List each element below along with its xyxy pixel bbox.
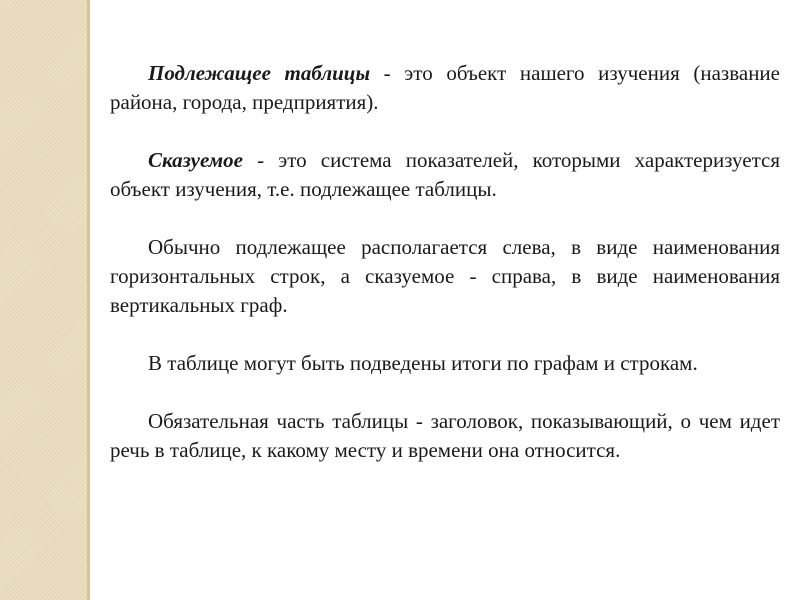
paragraph-totals bbox=[110, 349, 780, 378]
definition-predicate: - это система показателей, которыми характеризуется объект изучения, т.е. подлежащее таблицы. bbox=[110, 148, 780, 201]
paragraph-subject bbox=[110, 59, 780, 117]
placement-text: Обычно подлежащее располагается слева, в виде наименования горизонтальных строк, а сказуемое - справа, в виде наименования вертикальных граф. bbox=[110, 235, 780, 317]
term-predicate: Сказуемое bbox=[148, 148, 244, 172]
slide-body bbox=[110, 59, 780, 465]
definition-subject: - это объект нашего изучения (название района, города, предприятия). bbox=[110, 61, 780, 114]
paragraph-predicate bbox=[110, 146, 780, 204]
sidebar-edge bbox=[87, 0, 90, 600]
decorative-sidebar bbox=[0, 0, 87, 600]
paragraph-placement bbox=[110, 233, 780, 320]
term-subject: Подлежащее таблицы bbox=[148, 61, 371, 85]
title-requirement-text: Обязательная часть таблицы - заголовок, показывающий, о чем идет речь в таблице, к какому месту и времени она относится. bbox=[110, 409, 780, 462]
totals-text: В таблице могут быть подведены итоги по графам и строкам. bbox=[148, 351, 698, 375]
paragraph-title-requirement bbox=[110, 407, 780, 465]
